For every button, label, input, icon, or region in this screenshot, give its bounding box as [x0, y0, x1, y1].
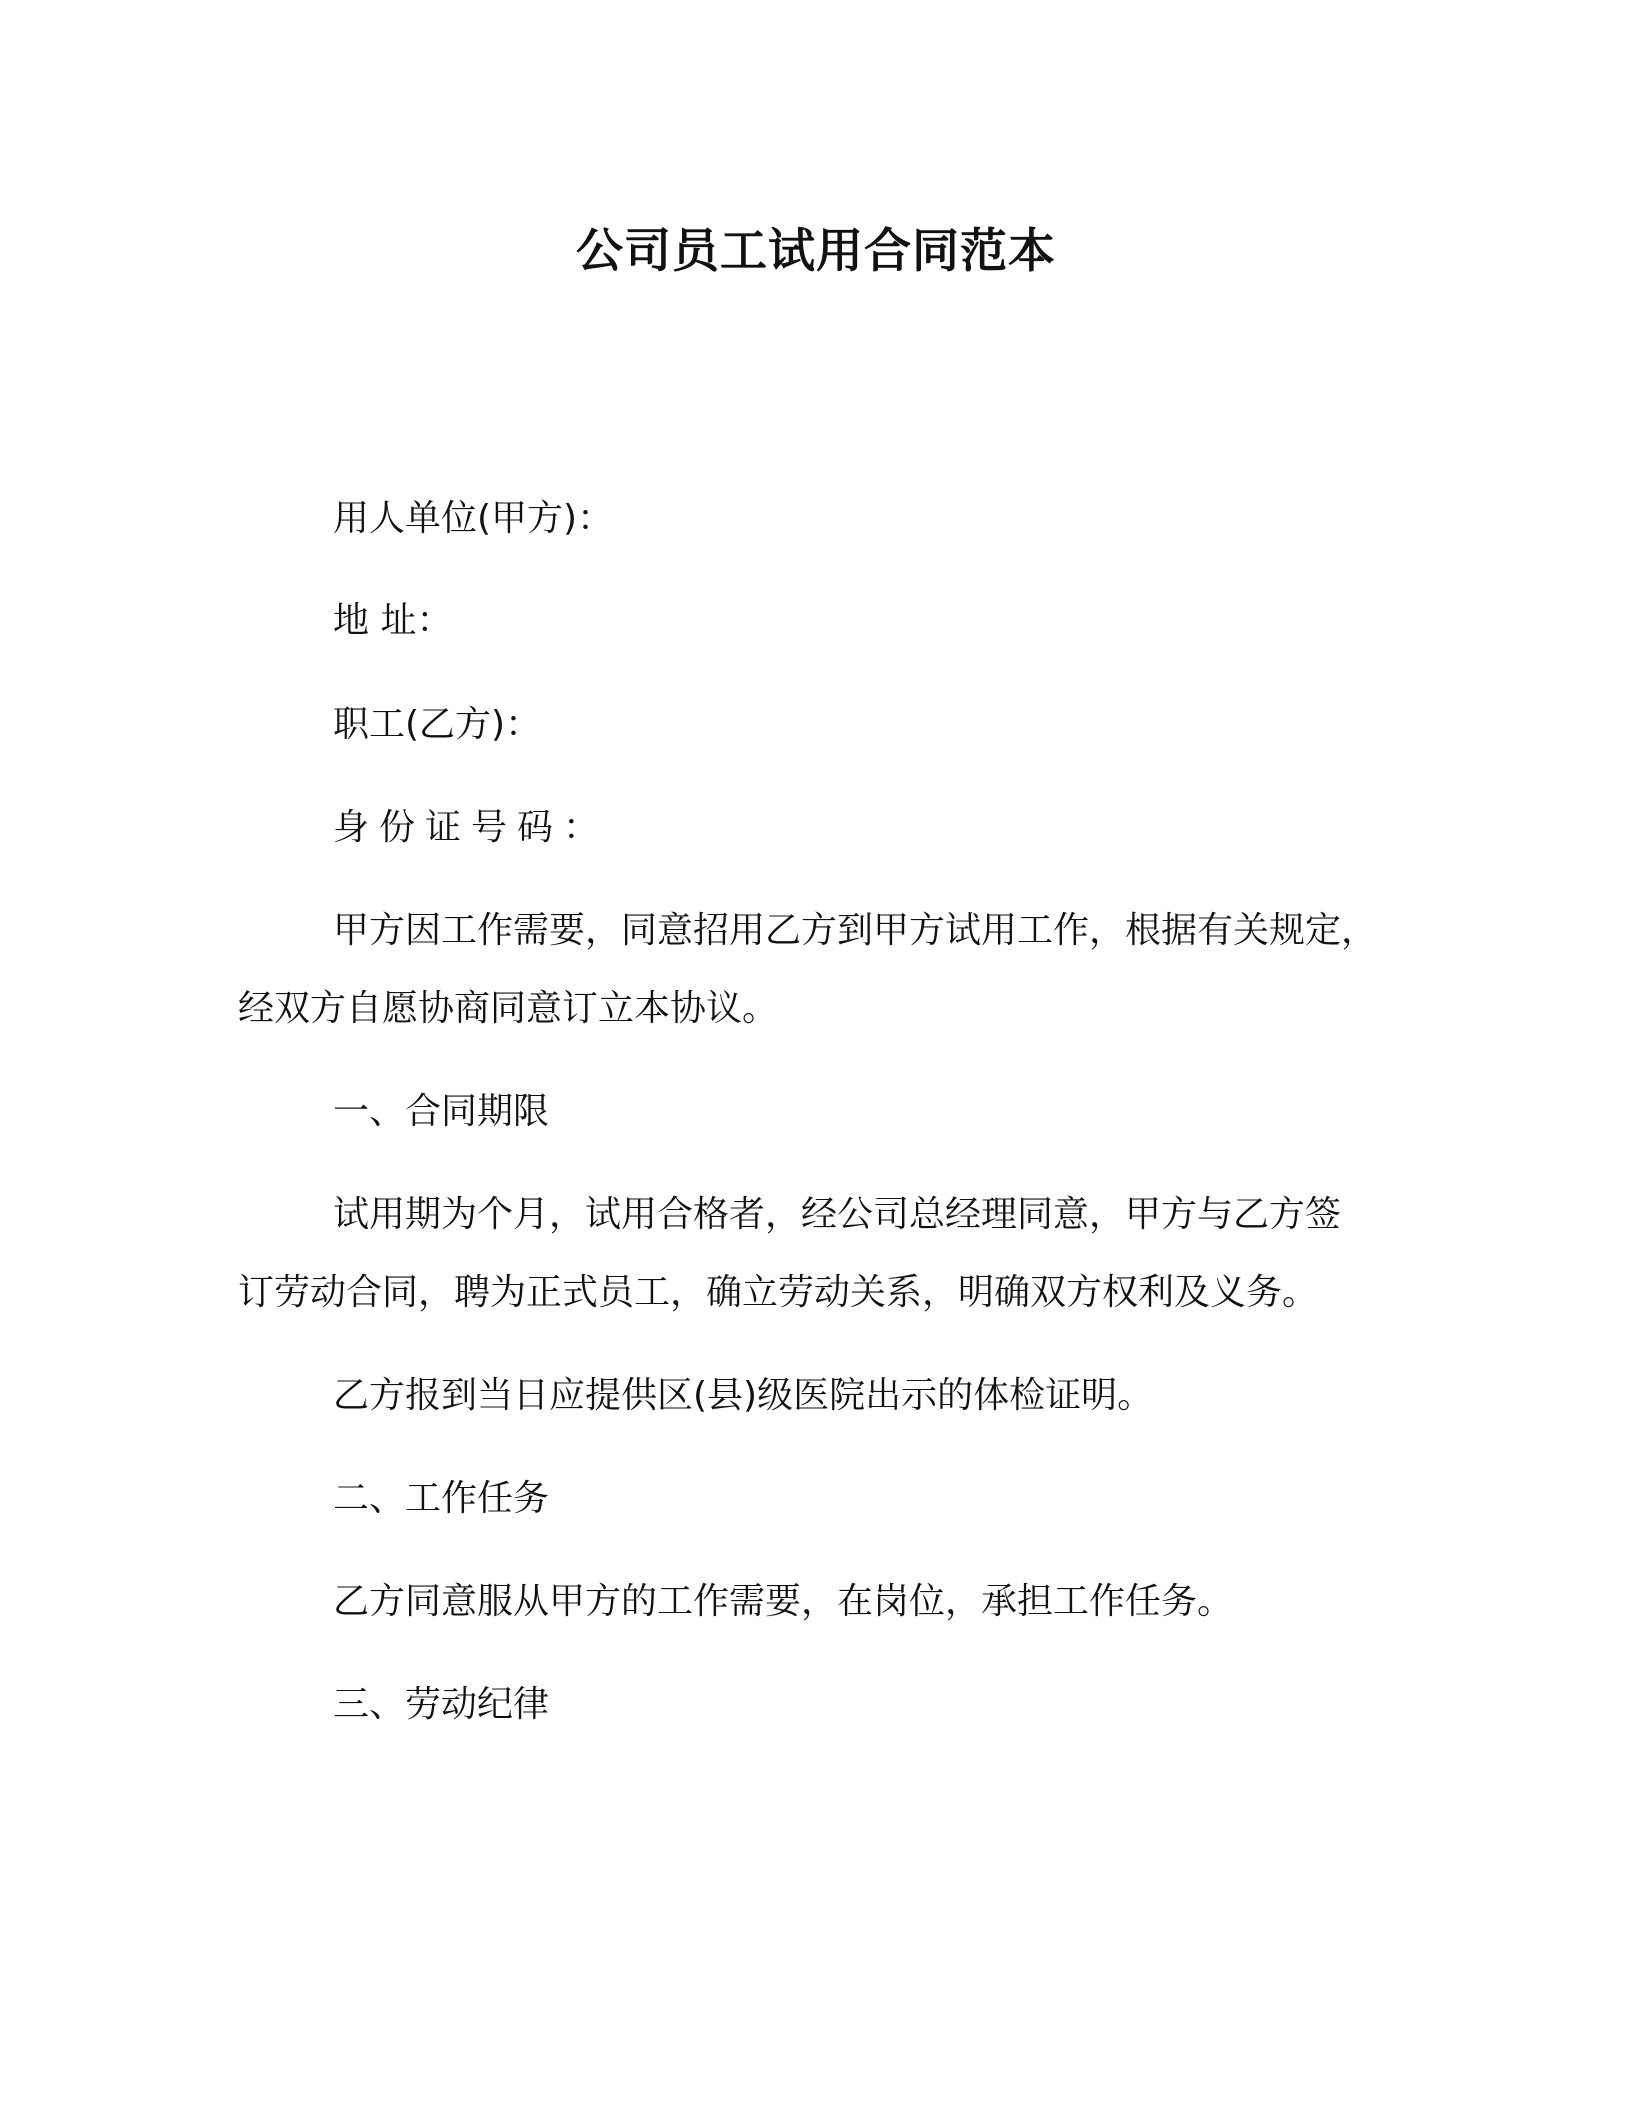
- section-1-paragraph-1-line-1: 试用期为个月，试用合格者，经公司总经理同意，甲方与乙方签: [333, 1194, 1342, 1235]
- section-1-paragraph-1-line-2: 订劳动合同，聘为正式员工，确立劳动关系，明确双方权利及义务。: [238, 1272, 1319, 1313]
- page-title: 公司员工试用合同范本: [576, 224, 1056, 279]
- intro-paragraph-line-2: 经双方自愿协商同意订立本协议。: [238, 988, 779, 1029]
- id-number-field-label: 身份证号码：: [333, 807, 610, 848]
- employee-field-label: 职工(乙方)：: [333, 704, 542, 745]
- address-field-label: 地 址：: [333, 600, 453, 641]
- section-2-heading: 二、工作任务: [333, 1478, 550, 1519]
- section-3-heading: 三、劳动纪律: [333, 1684, 550, 1725]
- section-2-paragraph-1: 乙方同意服从甲方的工作需要，在岗位，承担工作任务。: [333, 1581, 1234, 1622]
- intro-paragraph-line-1: 甲方因工作需要，同意招用乙方到甲方试用工作，根据有关规定，: [333, 910, 1378, 951]
- employer-field-label: 用人单位(甲方)：: [333, 498, 614, 539]
- section-1-paragraph-2: 乙方报到当日应提供区(县)级医院出示的体检证明。: [333, 1375, 1154, 1416]
- section-1-heading: 一、合同期限: [333, 1091, 550, 1132]
